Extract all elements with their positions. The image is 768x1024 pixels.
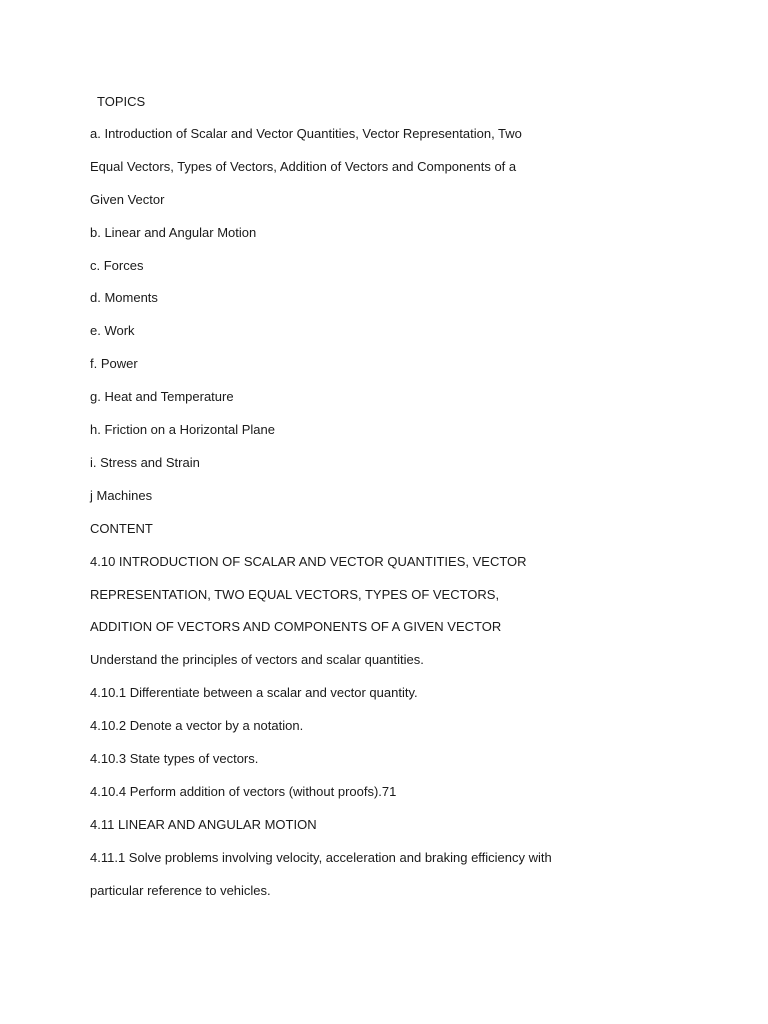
topic-line: b. Linear and Angular Motion [90, 225, 257, 240]
content-line: 4.10.3 State types of vectors. [90, 751, 259, 766]
topic-line: Given Vector [90, 192, 165, 207]
content-line: REPRESENTATION, TWO EQUAL VECTORS, TYPES OF VECTORS, [90, 587, 500, 602]
topic-line: d. Moments [90, 290, 158, 305]
content-line: 4.10.2 Denote a vector by a notation. [90, 718, 304, 733]
topic-line: e. Work [90, 323, 135, 338]
content-line: Understand the principles of vectors and scalar quantities. [90, 652, 424, 667]
topic-line: h. Friction on a Horizontal Plane [90, 422, 275, 437]
content-line: 4.10.4 Perform addition of vectors (without proofs).71 [90, 784, 397, 799]
topic-line: i. Stress and Strain [90, 455, 200, 470]
content-line: ADDITION OF VECTORS AND COMPONENTS OF A GIVEN VECTOR [90, 619, 502, 634]
content-line: 4.11.1 Solve problems involving velocity, acceleration and braking efficiency with [90, 850, 552, 865]
content-heading: CONTENT [90, 521, 153, 536]
topic-line: Equal Vectors, Types of Vectors, Addition of Vectors and Components of a [90, 159, 517, 174]
content-line: 4.11 LINEAR AND ANGULAR MOTION [90, 817, 317, 832]
content-line: 4.10 INTRODUCTION OF SCALAR AND VECTOR QUANTITIES, VECTOR [90, 554, 527, 569]
topic-line: g. Heat and Temperature [90, 389, 234, 404]
topic-line: f. Power [90, 356, 138, 371]
content-line: particular reference to vehicles. [90, 883, 271, 898]
content-line: 4.10.1 Differentiate between a scalar and vector quantity. [90, 685, 418, 700]
topic-line: c. Forces [90, 258, 144, 273]
topic-line: j Machines [90, 488, 153, 503]
topic-line: a. Introduction of Scalar and Vector Quantities, Vector Representation, Two [90, 126, 522, 141]
topics-heading: TOPICS [97, 94, 146, 109]
